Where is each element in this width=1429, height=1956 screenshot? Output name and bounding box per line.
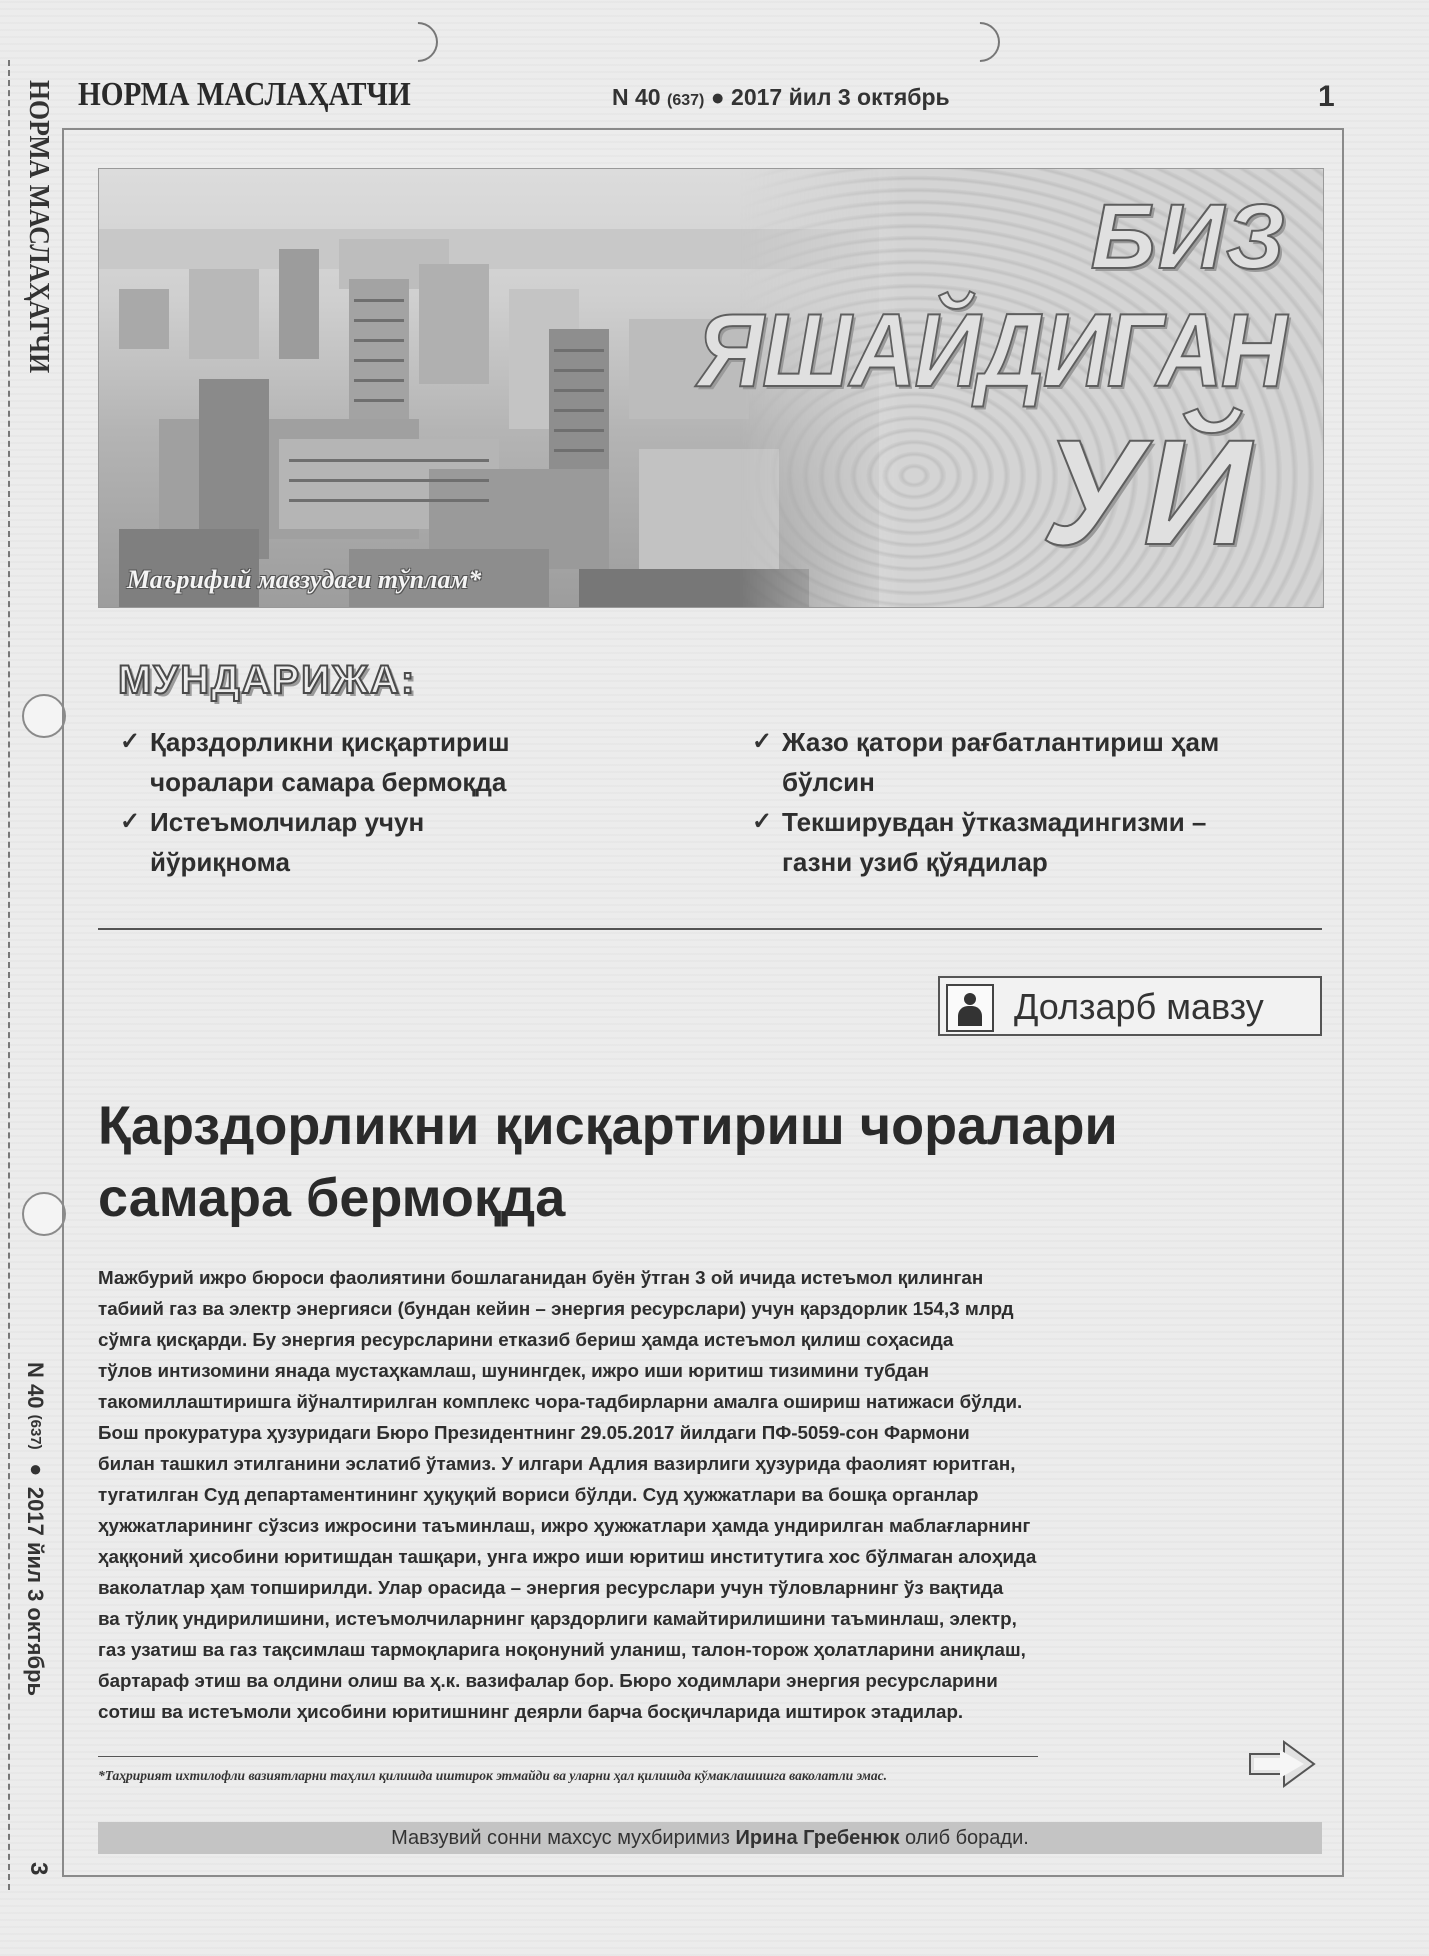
body-line: билан ташкил этилганини эслатиб ўтамиз. У илгари Адлия вазирлиги ҳузурида фаолият юритган,	[98, 1453, 1016, 1474]
toc-item[interactable]	[118, 722, 588, 802]
punch-hole	[22, 1192, 66, 1236]
issue-date: 2017 йил 3 октябрь	[731, 84, 950, 110]
toc-item-text: чоралари самара бермоқда	[150, 767, 507, 797]
toc-item-text: Қарздорликни қисқартириш	[150, 727, 510, 757]
side-issue-date	[22, 1362, 48, 1696]
body-line: бартараф этиш ва олдини олиш ва ҳ.к. вазифалар бор. Бюро ходимлари энергия ресурсларини	[98, 1670, 998, 1691]
body-line: Бош прокуратура ҳузуридаги Бюро Президентнинг 29.05.2017 йилдаги ПФ-5059-сон Фармони	[98, 1422, 970, 1443]
side-issue-total: (637)	[27, 1414, 44, 1450]
contents-column-left	[118, 722, 588, 882]
check-icon: ✓	[120, 808, 141, 835]
contents-column-right	[750, 722, 1220, 882]
body-line: сотиш ва истеъмоли ҳисобини юритишнинг деярли барча босқичларида иштирок этадилар.	[98, 1701, 964, 1722]
banner-title-line1: БИЗ	[1090, 186, 1287, 288]
side-page-number: 3	[25, 1862, 52, 1876]
next-page-arrow-icon[interactable]	[1246, 1738, 1318, 1790]
banner-title-line2: ЯШАЙДИГАН	[696, 293, 1285, 409]
article-body	[98, 1262, 1278, 1727]
issue-total: (637)	[666, 92, 705, 109]
body-line: тугатилган Суд департаментининг ҳуқуқий вориси бўлди. Суд ҳужжатлари ва бошқа органлар	[98, 1484, 979, 1505]
toc-item-text: Истеъмолчилар учун	[150, 807, 425, 837]
side-date: 2017 йил 3 октябрь	[23, 1486, 48, 1697]
cut-line	[8, 60, 10, 1890]
byline-bar	[98, 1822, 1322, 1854]
byline-suffix: олиб боради.	[905, 1827, 1029, 1849]
reader-icon	[946, 984, 994, 1032]
toc-item[interactable]	[750, 802, 1220, 882]
byline-author: Ирина Гребенюк	[735, 1827, 900, 1849]
side-masthead: НОРМА МАСЛАҲАТЧИ	[23, 80, 54, 374]
body-line: ҳаққоний ҳисобини юритишдан ташқари, унга ижро иши юритиш институтига хос бўлмаган алоҳида	[98, 1546, 1037, 1567]
body-line: ваколатлар ҳам топширилди. Улар орасида – энергия ресурслари учун тўловларнинг ўз вақтида	[98, 1577, 1004, 1598]
masthead: НОРМА МАСЛАҲАТЧИ	[78, 76, 411, 113]
toc-item-text: йўриқнома	[150, 847, 290, 877]
rubric-label	[938, 976, 1322, 1036]
banner-title-line3: УЙ	[1041, 408, 1251, 576]
byline-prefix: Мавзувий сонни махсус мухбиримиз	[391, 1827, 730, 1849]
article-title-line: самара бермоқда	[98, 1168, 566, 1228]
toc-item[interactable]	[750, 722, 1220, 802]
toc-item-text: газни узиб қўядилар	[782, 847, 1048, 877]
article-title-line: Қарздорликни қисқартириш чоралари	[98, 1096, 1118, 1156]
body-line: сўмга қисқарди. Бу энергия ресурсларини етказиб бериш ҳамда истеъмол қилиш соҳасида	[98, 1329, 954, 1350]
bullet: ●	[710, 84, 725, 110]
article-title	[98, 1090, 1298, 1234]
footnote: *Таҳририят ихтилофли вазиятларни таҳлил қилишда иштирок этмайди ва уларни ҳал қилишда кўмаклашишга ваколатли эмас.	[98, 1768, 888, 1783]
punch-hole	[22, 694, 66, 738]
section-divider	[98, 928, 1322, 930]
body-line: ҳужжатларининг сўзсиз ижросини таъминлаш, ижро ҳужжатлари ҳамда ундирилган маблағларнинг	[98, 1515, 1031, 1536]
body-line: табиий газ ва электр энергияси (бундан кейин – энергия ресурслари) учун қарздорлик 154,3 млрд	[98, 1298, 1014, 1319]
toc-item-text: бўлсин	[782, 767, 875, 797]
body-line: такомиллаштиришга йўналтирилган комплекс чора-тадбирларни амалга ошириш натижаси бўлди.	[98, 1391, 1023, 1412]
body-line: Мажбурий ижро бюроси фаолиятини бошлаганидан буён ўтган 3 ой ичида истеъмол қилинган	[98, 1267, 984, 1288]
contents-heading: МУНДАРИЖА:	[118, 658, 417, 702]
banner-caption: Маърифий мавзудаги тўплам*	[127, 565, 482, 594]
issue-number: N 40	[612, 84, 661, 110]
footnote-rule	[98, 1756, 1038, 1757]
rubric-text: Долзарб мавзу	[1014, 986, 1264, 1027]
check-icon: ✓	[752, 808, 773, 835]
body-line: ва тўлиқ ундирилишини, истеъмолчиларнинг қарздорлиги камайтирилишини таъминлаш, электр,	[98, 1608, 1017, 1629]
page-number: 1	[1318, 80, 1335, 113]
body-line: тўлов интизомини янада мустаҳкамлаш, шунингдек, ижро иши юритиш тизимини тубдан	[98, 1360, 929, 1381]
check-icon: ✓	[752, 728, 773, 755]
side-issue-number: N 40	[23, 1362, 48, 1409]
body-line: газ узатиш ва газ тақсимлаш тармоқларига ноқонуний уланиш, талон-торож ҳолатларини аниқлаш,	[98, 1639, 1026, 1660]
toc-item[interactable]	[118, 802, 588, 882]
toc-item-text: Жазо қатори рағбатлантириш ҳам	[782, 727, 1220, 757]
toc-item-text: Текширувдан ўтказмадингизми –	[782, 807, 1207, 837]
check-icon: ✓	[120, 728, 141, 755]
issue-date-line	[612, 84, 950, 111]
byline	[98, 1827, 1322, 1850]
banner	[98, 168, 1324, 608]
side-bullet: ●	[23, 1455, 48, 1481]
